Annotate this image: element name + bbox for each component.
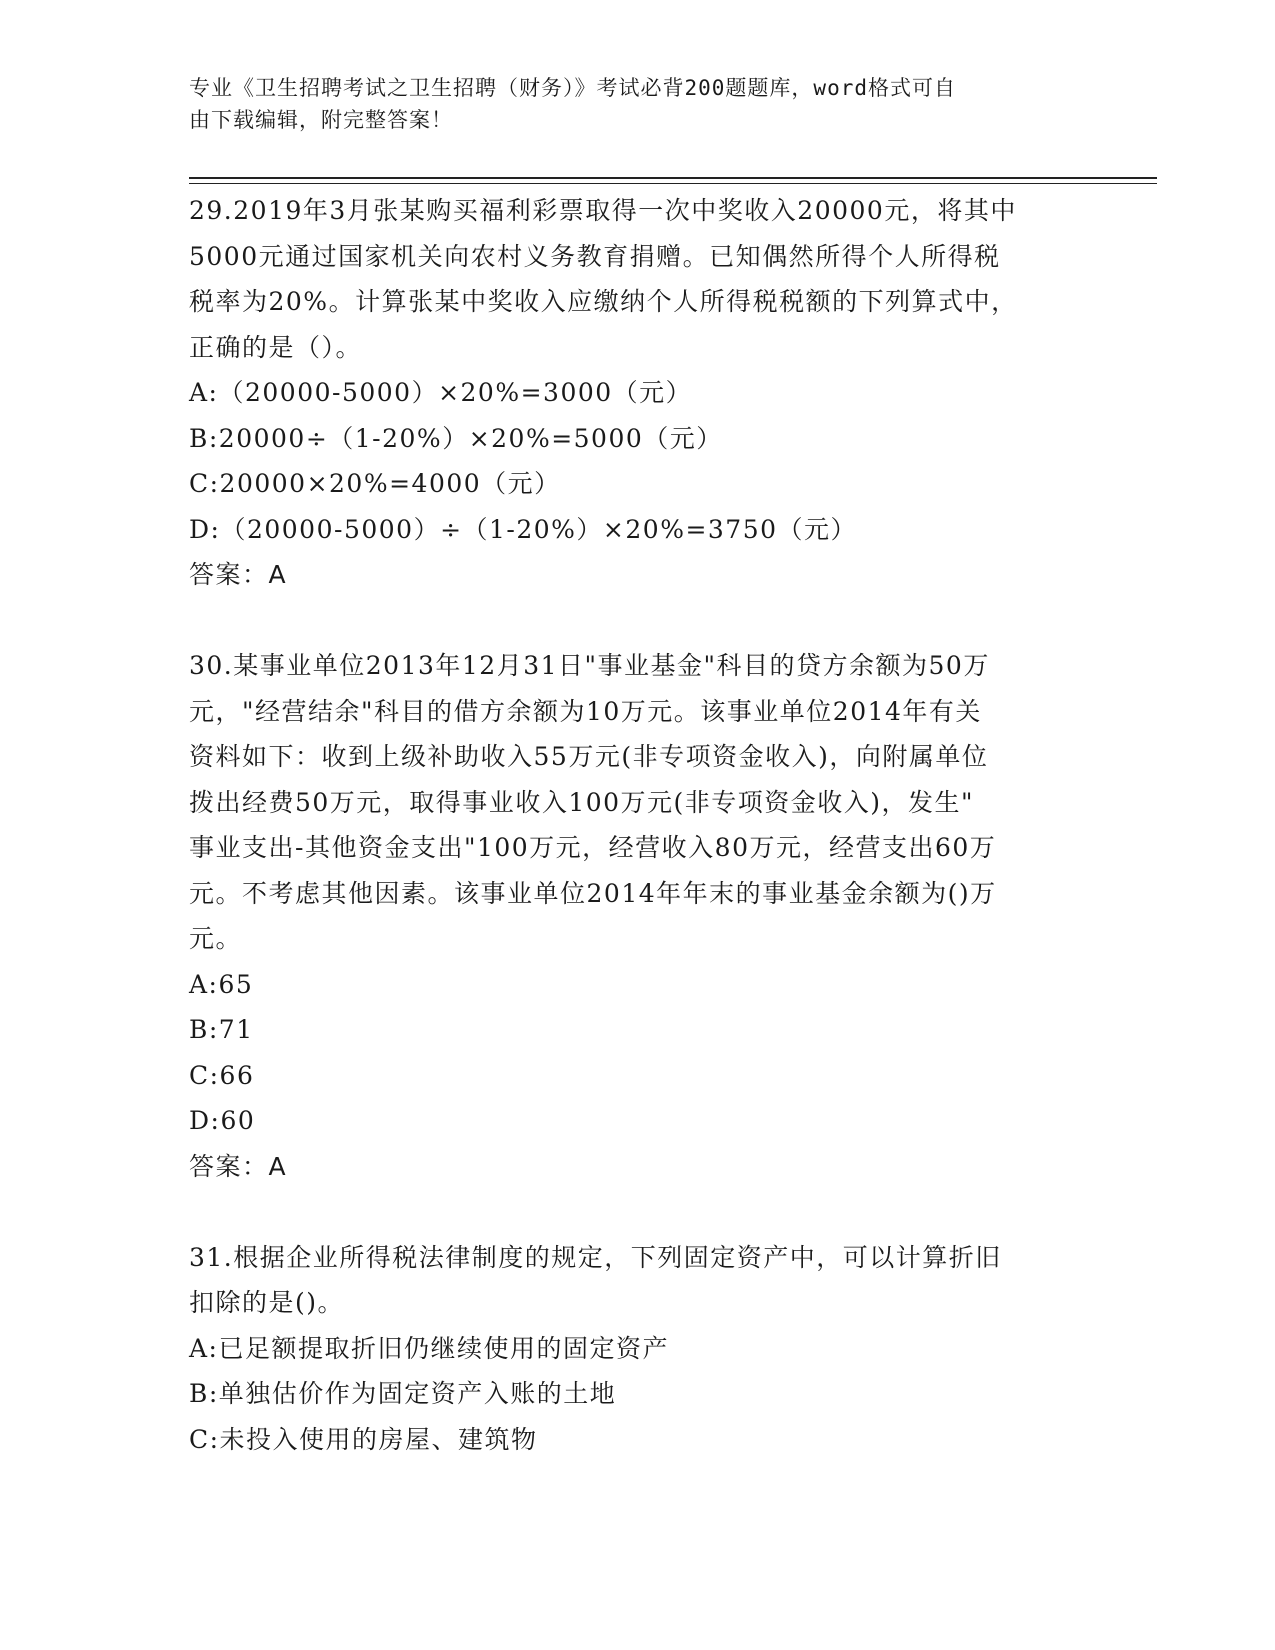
stem-line: 事业支出-其他资金支出"100万元，经营收入80万元，经营支出60万 [189, 833, 997, 862]
stem-line: 资料如下：收到上级补助收入55万元(非专项资金收入)，向附属单位 [189, 742, 989, 771]
question-gap [189, 598, 1089, 644]
option-b: B:71 [189, 1015, 254, 1044]
header-divider-thin [189, 183, 1157, 184]
option-a: A:（20000-5000）×20%=3000（元） [189, 378, 693, 407]
question-31 [189, 1235, 1089, 1463]
option-c: C:66 [189, 1060, 255, 1090]
stem-line: 税率为20%。计算张某中奖收入应缴纳个人所得税税额的下列算式中， [189, 287, 1018, 316]
option-d: D:60 [189, 1106, 256, 1135]
option-b: B:单独估价作为固定资产入账的土地 [189, 1379, 617, 1408]
question-stem [189, 188, 1089, 370]
stem-line: 5000元通过国家机关向农村义务教育捐赠。已知偶然所得个人所得税 [189, 241, 1001, 271]
document-header [189, 72, 1079, 136]
stem-line: 29.2019年3月张某购买福利彩票取得一次中奖收入20000元，将其中 [189, 196, 1017, 225]
option-c: C:20000×20%=4000（元） [189, 469, 561, 498]
header-divider [189, 177, 1157, 179]
question-30 [189, 643, 1089, 1189]
stem-line: 30.某事业单位2013年12月31日"事业基金"科目的贷方余额为50万 [189, 651, 990, 680]
option-d: D:（20000-5000）÷（1-20%）×20%=3750（元） [189, 514, 858, 544]
question-list [189, 188, 1089, 1462]
option-b: B:20000÷（1-20%）×20%=5000（元） [189, 423, 723, 453]
question-stem [189, 643, 1089, 962]
stem-line: 元。 [189, 924, 243, 953]
stem-line: 元，"经营结余"科目的借方余额为10万元。该事业单位2014年有关 [189, 696, 982, 726]
stem-line: 31.根据企业所得税法律制度的规定，下列固定资产中，可以计算折旧 [189, 1242, 1002, 1272]
option-a: A:65 [189, 969, 254, 999]
header-line: 由下载编辑，附完整答案！ [189, 108, 453, 132]
stem-line: 元。不考虑其他因素。该事业单位2014年年末的事业基金余额为()万 [189, 878, 997, 908]
question-29 [189, 188, 1089, 598]
option-c: C:未投入使用的房屋、建筑物 [189, 1424, 538, 1454]
answer-line: 答案：A [189, 1151, 288, 1181]
option-a: A:已足额提取折旧仍继续使用的固定资产 [189, 1333, 669, 1363]
stem-line: 拨出经费50万元，取得事业收入100万元(非专项资金收入)，发生" [189, 787, 975, 817]
answer-line: 答案：A [189, 560, 288, 589]
question-stem [189, 1235, 1089, 1326]
stem-line: 扣除的是()。 [189, 1288, 345, 1317]
question-gap [189, 1189, 1089, 1235]
stem-line: 正确的是（）。 [189, 332, 363, 362]
header-line: 专业《卫生招聘考试之卫生招聘（财务）》考试必背200题题库，word格式可自 [189, 76, 956, 100]
